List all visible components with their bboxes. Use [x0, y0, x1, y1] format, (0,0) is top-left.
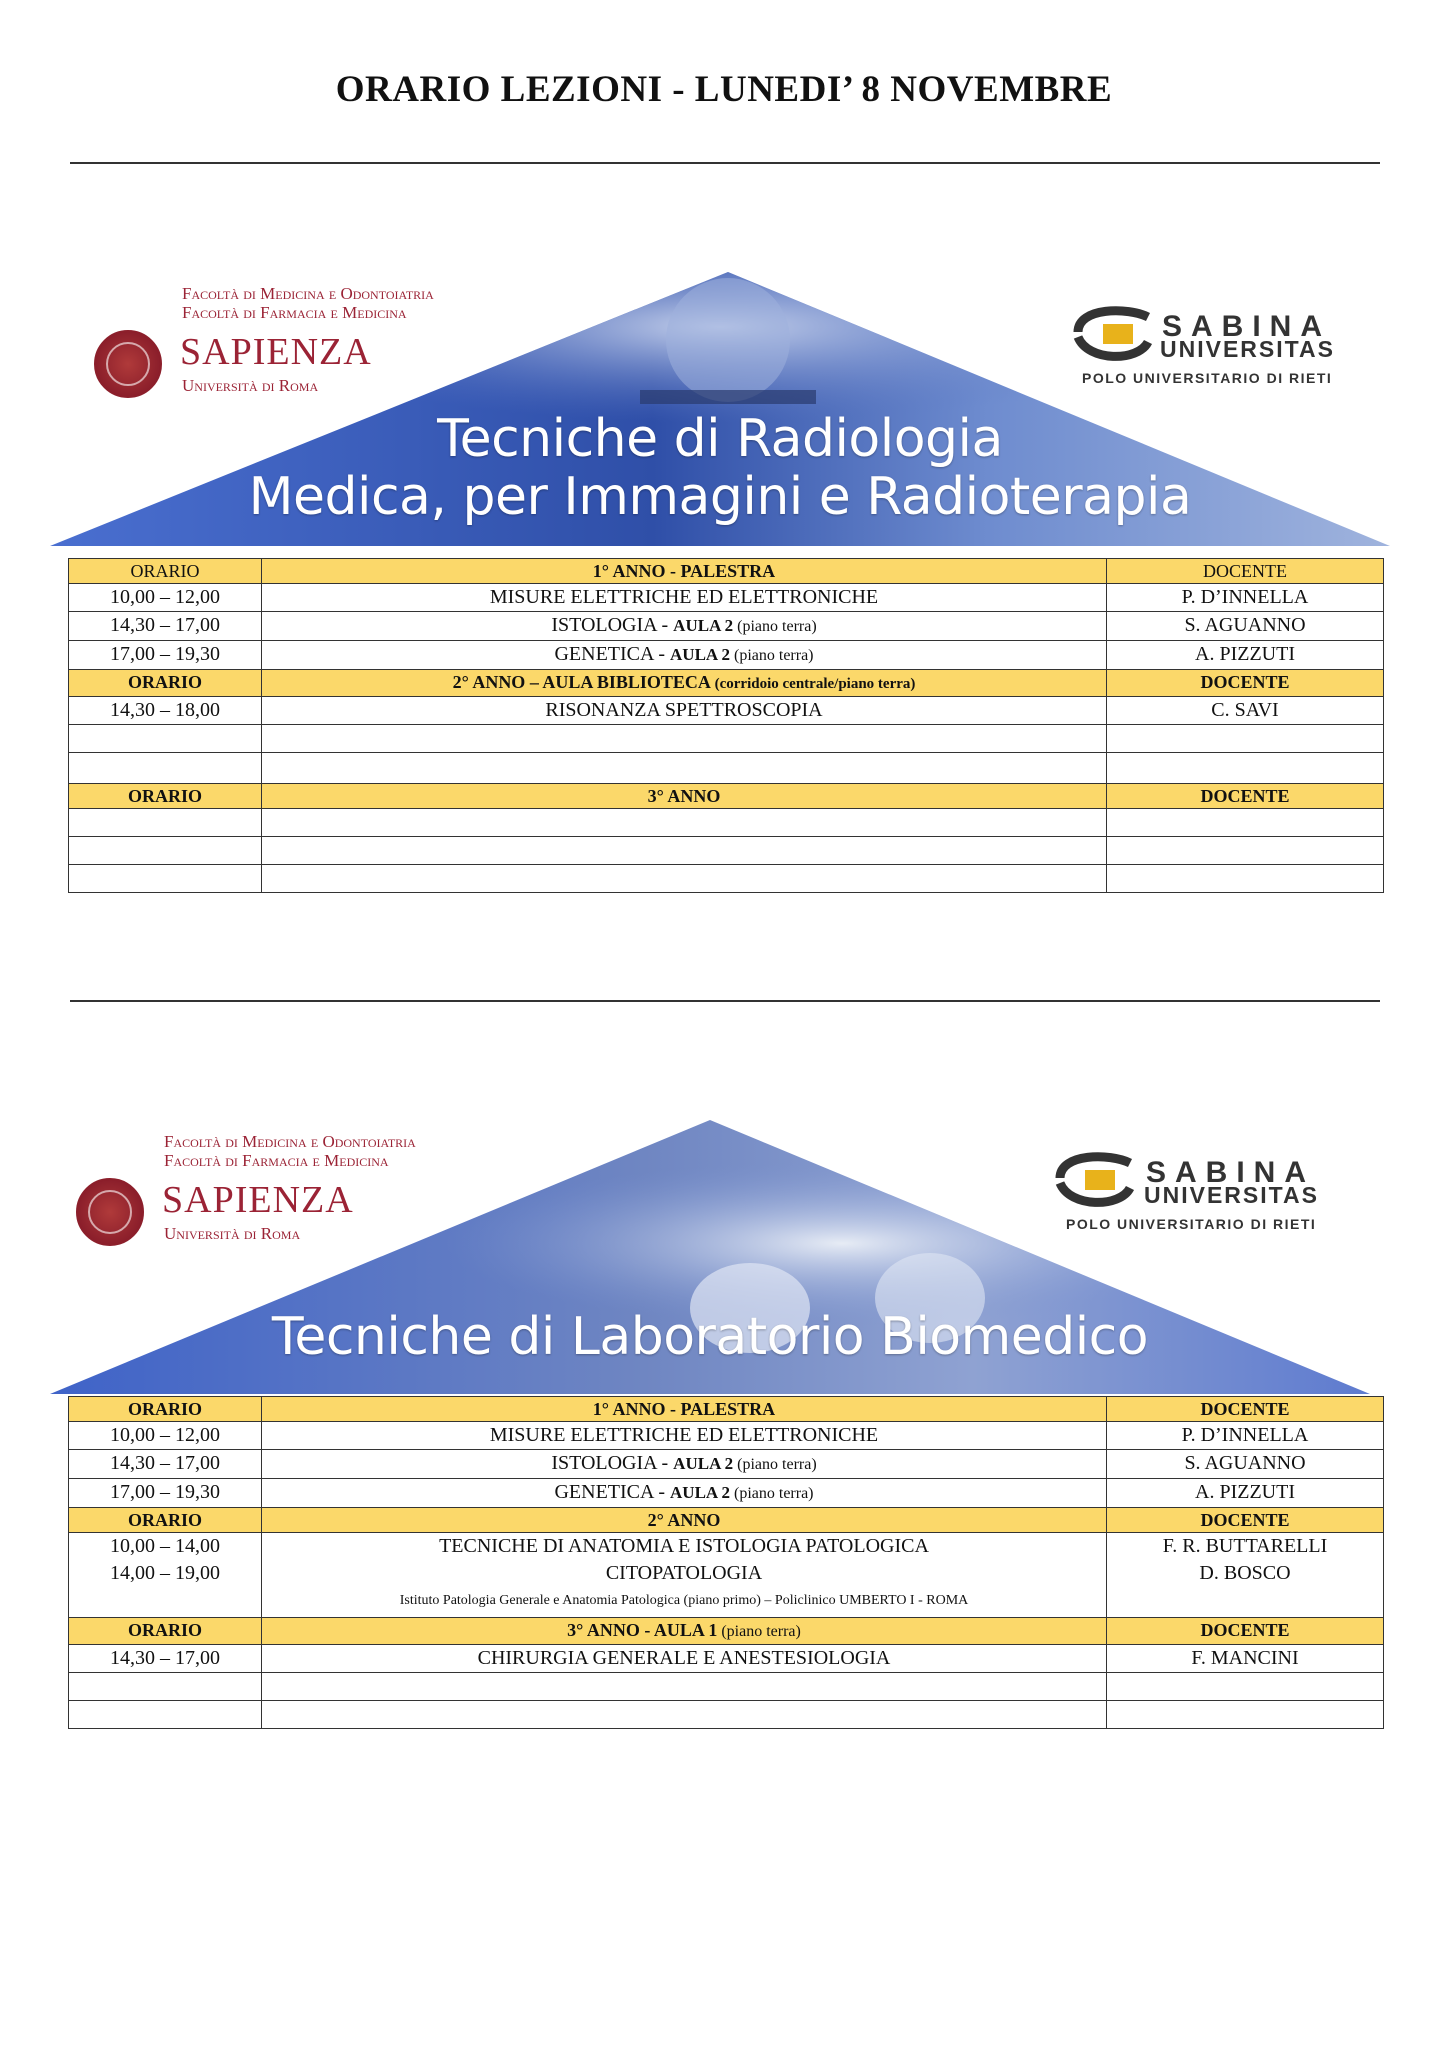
page-title: ORARIO LEZIONI - LUNEDI’ 8 NOVEMBRE — [335, 69, 1113, 110]
sabina-subtitle: UNIVERSITAS — [1160, 336, 1335, 362]
header-year2: 2° ANNO – AULA BIBLIOTECA (corridoio centrale/piano terra) — [262, 670, 1107, 697]
table-row: 10,00 – 12,00 MISURE ELETTRICHE ED ELETTRONICHE P. D’INNELLA — [69, 584, 1384, 612]
faculty-lines: Facoltà di Medicina e Odontoiatria Facoltà di Farmacia e Medicina — [164, 1132, 416, 1170]
header-year1: 1° ANNO - PALESTRA — [262, 559, 1107, 584]
table-row — [69, 1673, 1384, 1701]
table-header-row — [69, 1508, 1384, 1533]
sabina-polo: POLO UNIVERSITARIO DI RIETI — [1082, 370, 1333, 386]
table-row: 10,00 – 14,00 14,00 – 19,00 TECNICHE DI ANATOMIA E ISTOLOGIA PATOLOGICA CITOPATOLOGIA Istituto Patologia Generale e Anatomia Patologica (piano primo) – Policlinico UMBERTO I - ROMA F. R. BUTTARELLI D. BOSCO — [69, 1533, 1384, 1618]
table-row — [69, 753, 1384, 784]
table-row — [69, 1701, 1384, 1729]
table-row: 14,30 – 17,00 ISTOLOGIA - AULA 2 (piano terra) S. AGUANNO — [69, 612, 1384, 641]
sabina-name: SABINA — [1162, 310, 1332, 343]
header-docente: DOCENTE — [1107, 1618, 1384, 1645]
header-year3: 3° ANNO - AULA 1 (piano terra) — [262, 1618, 1107, 1645]
header-year2: 2° ANNO — [262, 1508, 1107, 1533]
table-row — [69, 809, 1384, 837]
top-divider — [70, 162, 1380, 164]
table-row: 14,30 – 18,00 RISONANZA SPETTROSCOPIA C. SAVI — [69, 697, 1384, 725]
table-header-row — [69, 670, 1384, 697]
header-docente: DOCENTE — [1107, 1508, 1384, 1533]
sapienza-seal-logo — [94, 330, 162, 398]
table-header-row — [69, 559, 1384, 584]
sabina-name: SABINA — [1146, 1156, 1316, 1189]
sabina-logo-icon — [1068, 302, 1158, 372]
course-banner-radiologia — [50, 270, 1390, 548]
sapienza-name: SAPIENZA — [162, 1179, 354, 1221]
sabina-subtitle: UNIVERSITAS — [1144, 1182, 1319, 1208]
schedule-table-radiologia — [68, 558, 1384, 893]
table-row: 14,30 – 17,00 CHIRURGIA GENERALE E ANESTESIOLOGIA F. MANCINI — [69, 1645, 1384, 1673]
header-orario: ORARIO — [69, 1397, 262, 1422]
table-row: 14,30 – 17,00 ISTOLOGIA - AULA 2 (piano terra) S. AGUANNO — [69, 1450, 1384, 1479]
header-orario: ORARIO — [69, 784, 262, 809]
header-docente: DOCENTE — [1107, 1397, 1384, 1422]
table-header-row — [69, 1397, 1384, 1422]
table-row — [69, 837, 1384, 865]
table-row: 10,00 – 12,00 MISURE ELETTRICHE ED ELETTRONICHE P. D’INNELLA — [69, 1422, 1384, 1450]
sabina-logo-icon — [1050, 1148, 1140, 1218]
sapienza-name: SAPIENZA — [180, 331, 372, 373]
table-row — [69, 865, 1384, 893]
faculty-lines: Facoltà di Medicina e Odontoiatria Facoltà di Farmacia e Medicina — [182, 284, 434, 322]
course-banner-laboratorio — [50, 1118, 1390, 1396]
course-title-laboratorio: Tecniche di Laboratorio Biomedico — [271, 1307, 1149, 1367]
header-year1: 1° ANNO - PALESTRA — [262, 1397, 1107, 1422]
schedule-table-laboratorio — [68, 1396, 1384, 1729]
header-docente: DOCENTE — [1107, 670, 1384, 697]
header-orario: ORARIO — [69, 559, 262, 584]
header-orario: ORARIO — [69, 670, 262, 697]
sapienza-subtitle: Università di Roma — [182, 376, 319, 395]
table-row — [69, 725, 1384, 753]
sabina-polo: POLO UNIVERSITARIO DI RIETI — [1066, 1216, 1317, 1232]
table-header-row — [69, 784, 1384, 809]
header-orario: ORARIO — [69, 1508, 262, 1533]
header-orario: ORARIO — [69, 1618, 262, 1645]
table-row: 17,00 – 19,30 GENETICA - AULA 2 (piano terra) A. PIZZUTI — [69, 641, 1384, 670]
table-row: 17,00 – 19,30 GENETICA - AULA 2 (piano terra) A. PIZZUTI — [69, 1479, 1384, 1508]
header-docente: DOCENTE — [1107, 559, 1384, 584]
header-docente: DOCENTE — [1107, 784, 1384, 809]
header-year3: 3° ANNO — [262, 784, 1107, 809]
middle-divider — [70, 1000, 1380, 1002]
table-header-row — [69, 1618, 1384, 1645]
sapienza-subtitle: Università di Roma — [164, 1224, 301, 1243]
sapienza-seal-logo — [76, 1178, 144, 1246]
course-title-radiologia: Tecniche di Radiologia Medica, per Immagini e Radioterapia — [248, 409, 1192, 527]
location-note: Istituto Patologia Generale e Anatomia Patologica (piano primo) – Policlinico UMBERTO I - ROMA — [399, 1593, 969, 1608]
